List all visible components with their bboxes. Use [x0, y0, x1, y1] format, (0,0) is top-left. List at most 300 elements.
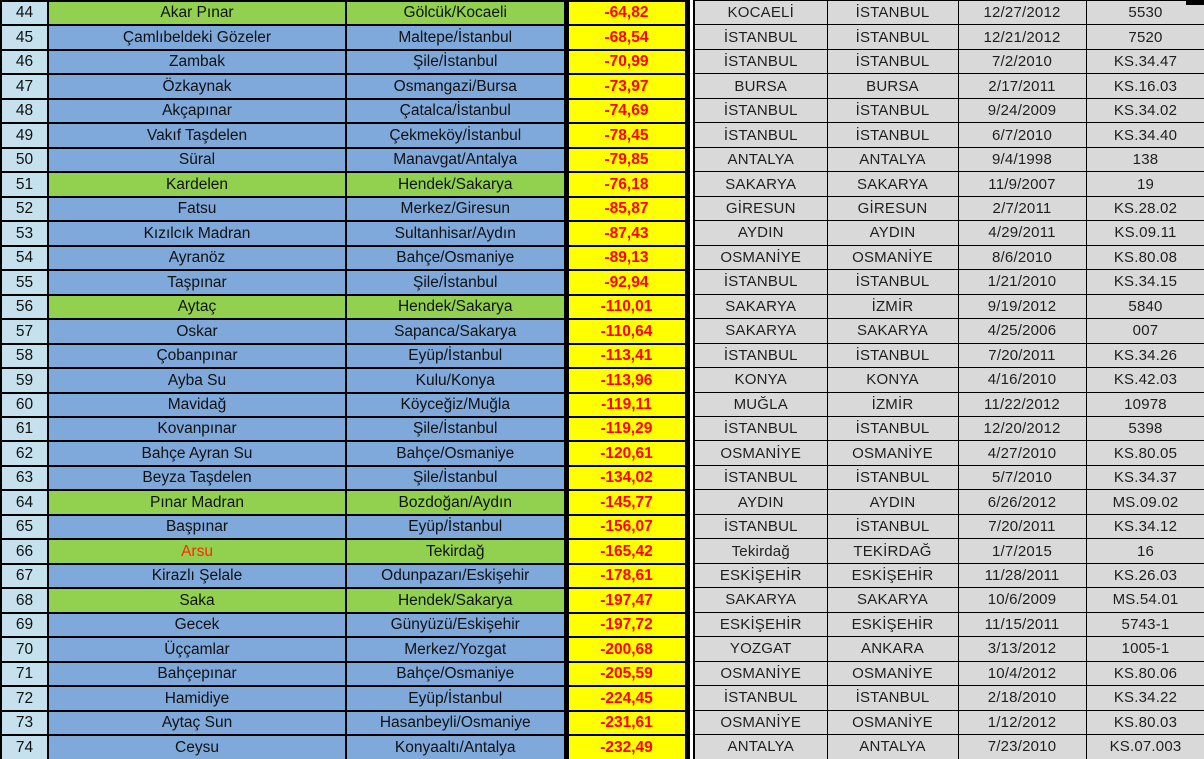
- source-name-cell[interactable]: Süral: [48, 148, 346, 172]
- value-cell[interactable]: -120,61: [566, 441, 687, 465]
- district-province-cell[interactable]: Günyüzü/Eskişehir: [346, 613, 566, 637]
- table-row: [1, 613, 687, 637]
- registered-province-cell[interactable]: KONYA: [827, 368, 958, 392]
- table-row: [1, 490, 687, 514]
- table-row: [1, 319, 687, 343]
- code-cell[interactable]: KS.80.08: [1086, 245, 1204, 269]
- province-cell[interactable]: İSTANBUL: [694, 343, 827, 367]
- table-row: [694, 490, 1204, 514]
- code-cell[interactable]: MS.09.02: [1086, 490, 1204, 514]
- date-cell[interactable]: 4/16/2010: [958, 368, 1086, 392]
- registered-province-cell[interactable]: TEKİRDAĞ: [827, 539, 958, 563]
- table-row: [694, 686, 1204, 710]
- row-number-cell[interactable]: 60: [1, 393, 48, 417]
- code-cell[interactable]: 10978: [1086, 392, 1204, 416]
- source-name-cell[interactable]: Kirazlı Şelale: [48, 564, 346, 588]
- district-province-cell[interactable]: Bahçe/Osmaniye: [346, 246, 566, 270]
- district-province-cell[interactable]: Hendek/Sakarya: [346, 295, 566, 319]
- province-cell[interactable]: OSMANİYE: [694, 441, 827, 465]
- value-cell[interactable]: -200,68: [566, 637, 687, 661]
- row-number-cell[interactable]: 56: [1, 295, 48, 319]
- province-cell[interactable]: İSTANBUL: [694, 49, 827, 73]
- district-province-cell[interactable]: Çekmeköy/İstanbul: [346, 123, 566, 147]
- district-province-cell[interactable]: Tekirdağ: [346, 539, 566, 563]
- value-cell[interactable]: -89,13: [566, 246, 687, 270]
- district-province-cell[interactable]: Bozdoğan/Aydın: [346, 490, 566, 514]
- province-cell[interactable]: İSTANBUL: [694, 416, 827, 440]
- province-cell[interactable]: SAKARYA: [694, 588, 827, 612]
- date-cell[interactable]: 6/26/2012: [958, 490, 1086, 514]
- code-cell[interactable]: KS.34.40: [1086, 123, 1204, 147]
- code-cell[interactable]: 5743-1: [1086, 612, 1204, 636]
- province-cell[interactable]: İSTANBUL: [694, 686, 827, 710]
- source-name-cell[interactable]: Aytaç: [48, 295, 346, 319]
- district-province-cell[interactable]: Gölcük/Kocaeli: [346, 1, 566, 25]
- source-name-cell[interactable]: Beyza Taşdelen: [48, 466, 346, 490]
- table-row: [1, 662, 687, 686]
- row-number-cell[interactable]: 58: [1, 344, 48, 368]
- province-cell[interactable]: İSTANBUL: [694, 25, 827, 49]
- code-cell[interactable]: 5398: [1086, 416, 1204, 440]
- border-fragment: [1186, 0, 1204, 5]
- date-cell[interactable]: 1/7/2015: [958, 539, 1086, 563]
- registered-province-cell[interactable]: İZMİR: [827, 392, 958, 416]
- date-cell[interactable]: 2/18/2010: [958, 686, 1086, 710]
- province-cell[interactable]: İSTANBUL: [694, 270, 827, 294]
- code-cell[interactable]: KS.34.47: [1086, 49, 1204, 73]
- district-province-cell[interactable]: Eyüp/İstanbul: [346, 344, 566, 368]
- row-number-cell[interactable]: 49: [1, 123, 48, 147]
- province-cell[interactable]: ESKİŞEHİR: [694, 612, 827, 636]
- date-cell[interactable]: 7/20/2011: [958, 343, 1086, 367]
- value-cell[interactable]: -197,47: [566, 588, 687, 612]
- district-province-cell[interactable]: Şile/İstanbul: [346, 270, 566, 294]
- province-cell[interactable]: MUĞLA: [694, 392, 827, 416]
- table-row: [1, 711, 687, 735]
- province-cell[interactable]: İSTANBUL: [694, 465, 827, 489]
- code-cell[interactable]: KS.34.02: [1086, 98, 1204, 122]
- code-cell[interactable]: KS.09.11: [1086, 221, 1204, 245]
- registered-province-cell[interactable]: ESKİŞEHİR: [827, 563, 958, 587]
- value-cell[interactable]: -87,43: [566, 221, 687, 245]
- registered-province-cell[interactable]: OSMANİYE: [827, 661, 958, 685]
- code-cell[interactable]: 19: [1086, 172, 1204, 196]
- code-cell[interactable]: 138: [1086, 147, 1204, 171]
- table-row: [694, 294, 1204, 318]
- row-number-cell[interactable]: 45: [1, 25, 48, 49]
- code-cell[interactable]: MS.54.01: [1086, 588, 1204, 612]
- source-name-cell[interactable]: Üççamlar: [48, 637, 346, 661]
- registered-province-cell[interactable]: İSTANBUL: [827, 25, 958, 49]
- table-row: [1, 99, 687, 123]
- value-cell[interactable]: -73,97: [566, 74, 687, 98]
- code-cell[interactable]: KS.34.26: [1086, 343, 1204, 367]
- district-province-cell[interactable]: Sapanca/Sakarya: [346, 319, 566, 343]
- district-province-cell[interactable]: Eyüp/İstanbul: [346, 686, 566, 710]
- date-cell[interactable]: 9/19/2012: [958, 294, 1086, 318]
- value-cell[interactable]: -232,49: [566, 735, 687, 759]
- row-number-cell[interactable]: 61: [1, 417, 48, 441]
- registered-province-cell[interactable]: İSTANBUL: [827, 514, 958, 538]
- table-row: [1, 1, 687, 25]
- value-cell[interactable]: -76,18: [566, 172, 687, 196]
- table-row: [694, 392, 1204, 416]
- row-number-cell[interactable]: 53: [1, 221, 48, 245]
- district-province-cell[interactable]: Merkez/Yozgat: [346, 637, 566, 661]
- date-cell[interactable]: 3/13/2012: [958, 637, 1086, 661]
- province-cell[interactable]: AYDIN: [694, 221, 827, 245]
- value-cell[interactable]: -231,61: [566, 711, 687, 735]
- district-province-cell[interactable]: Şile/İstanbul: [346, 466, 566, 490]
- date-cell[interactable]: 1/12/2012: [958, 710, 1086, 734]
- district-province-cell[interactable]: Bahçe/Osmaniye: [346, 441, 566, 465]
- value-cell[interactable]: -68,54: [566, 25, 687, 49]
- table-row: [694, 221, 1204, 245]
- row-number-cell[interactable]: 57: [1, 319, 48, 343]
- province-cell[interactable]: İSTANBUL: [694, 98, 827, 122]
- date-cell[interactable]: 11/22/2012: [958, 392, 1086, 416]
- row-number-cell[interactable]: 51: [1, 172, 48, 196]
- code-cell[interactable]: KS.80.03: [1086, 710, 1204, 734]
- code-cell[interactable]: KS.34.12: [1086, 514, 1204, 538]
- table-row: [1, 25, 687, 49]
- source-name-cell[interactable]: Ayba Su: [48, 368, 346, 392]
- table-row: [1, 295, 687, 319]
- source-name-cell[interactable]: Fatsu: [48, 197, 346, 221]
- table-row: [1, 172, 687, 196]
- date-cell[interactable]: 8/6/2010: [958, 245, 1086, 269]
- source-name-cell[interactable]: Taşpınar: [48, 270, 346, 294]
- source-name-cell[interactable]: Oskar: [48, 319, 346, 343]
- source-name-cell[interactable]: Özkaynak: [48, 74, 346, 98]
- row-number-cell[interactable]: 59: [1, 368, 48, 392]
- district-province-cell[interactable]: Eyüp/İstanbul: [346, 515, 566, 539]
- code-cell[interactable]: 5840: [1086, 294, 1204, 318]
- row-number-cell[interactable]: 73: [1, 711, 48, 735]
- code-cell[interactable]: 007: [1086, 319, 1204, 343]
- table-row: [1, 539, 687, 563]
- value-cell[interactable]: -79,85: [566, 148, 687, 172]
- province-cell[interactable]: ANTALYA: [694, 147, 827, 171]
- province-cell[interactable]: Tekirdağ: [694, 539, 827, 563]
- table-row: [1, 123, 687, 147]
- province-cell[interactable]: ESKİŞEHİR: [694, 563, 827, 587]
- source-name-cell[interactable]: Çamlıbeldeki Gözeler: [48, 25, 346, 49]
- registered-province-cell[interactable]: ANTALYA: [827, 147, 958, 171]
- date-cell[interactable]: 12/27/2012: [958, 1, 1086, 25]
- row-number-cell[interactable]: 48: [1, 99, 48, 123]
- value-cell[interactable]: -74,69: [566, 99, 687, 123]
- source-name-cell[interactable]: Zambak: [48, 50, 346, 74]
- source-name-cell[interactable]: Bahçe Ayran Su: [48, 441, 346, 465]
- province-cell[interactable]: SAKARYA: [694, 172, 827, 196]
- district-province-cell[interactable]: Maltepe/İstanbul: [346, 25, 566, 49]
- date-cell[interactable]: 5/7/2010: [958, 465, 1086, 489]
- source-name-cell[interactable]: Kovanpınar: [48, 417, 346, 441]
- date-cell[interactable]: 2/17/2011: [958, 74, 1086, 98]
- row-number-cell[interactable]: 74: [1, 735, 48, 759]
- table-row: [1, 564, 687, 588]
- value-cell[interactable]: -92,94: [566, 270, 687, 294]
- registered-province-cell[interactable]: OSMANİYE: [827, 441, 958, 465]
- registered-province-cell[interactable]: SAKARYA: [827, 319, 958, 343]
- row-number-cell[interactable]: 68: [1, 588, 48, 612]
- source-name-cell[interactable]: Saka: [48, 588, 346, 612]
- source-name-cell[interactable]: Bahçepınar: [48, 662, 346, 686]
- table-row: [1, 637, 687, 661]
- registered-province-cell[interactable]: İSTANBUL: [827, 343, 958, 367]
- value-cell[interactable]: -205,59: [566, 662, 687, 686]
- code-cell[interactable]: 5530: [1086, 1, 1204, 25]
- row-number-cell[interactable]: 44: [1, 1, 48, 25]
- province-cell[interactable]: KOCAELİ: [694, 1, 827, 25]
- table-row: [1, 50, 687, 74]
- value-cell[interactable]: -110,01: [566, 295, 687, 319]
- date-cell[interactable]: 11/9/2007: [958, 172, 1086, 196]
- value-cell[interactable]: -70,99: [566, 50, 687, 74]
- date-cell[interactable]: 11/28/2011: [958, 563, 1086, 587]
- code-cell[interactable]: KS.80.06: [1086, 661, 1204, 685]
- value-cell[interactable]: -145,77: [566, 490, 687, 514]
- table-row: [694, 270, 1204, 294]
- table-row: [1, 270, 687, 294]
- right-table: [693, 0, 1204, 759]
- row-number-cell[interactable]: 72: [1, 686, 48, 710]
- value-cell[interactable]: -64,82: [566, 1, 687, 25]
- date-cell[interactable]: 4/25/2006: [958, 319, 1086, 343]
- value-cell[interactable]: -113,41: [566, 344, 687, 368]
- table-row: [694, 368, 1204, 392]
- code-cell[interactable]: KS.16.03: [1086, 74, 1204, 98]
- code-cell[interactable]: KS.34.22: [1086, 686, 1204, 710]
- table-row: [1, 197, 687, 221]
- table-row: [694, 1, 1204, 25]
- table-row: [694, 637, 1204, 661]
- table-row: [1, 344, 687, 368]
- registered-province-cell[interactable]: AYDIN: [827, 490, 958, 514]
- table-row: [694, 710, 1204, 734]
- date-cell[interactable]: 12/21/2012: [958, 25, 1086, 49]
- code-cell[interactable]: KS.26.03: [1086, 563, 1204, 587]
- date-cell[interactable]: 7/20/2011: [958, 514, 1086, 538]
- date-cell[interactable]: 10/6/2009: [958, 588, 1086, 612]
- table-row: [1, 441, 687, 465]
- table-row: [1, 588, 687, 612]
- district-province-cell[interactable]: Şile/İstanbul: [346, 417, 566, 441]
- table-row: [694, 343, 1204, 367]
- table-row: [694, 661, 1204, 685]
- province-cell[interactable]: OSMANİYE: [694, 661, 827, 685]
- registered-province-cell[interactable]: GİRESUN: [827, 196, 958, 220]
- table-row: [694, 539, 1204, 563]
- district-province-cell[interactable]: Hasanbeyli/Osmaniye: [346, 711, 566, 735]
- source-name-cell[interactable]: Aytaç Sun: [48, 711, 346, 735]
- registered-province-cell[interactable]: İZMİR: [827, 294, 958, 318]
- row-number-cell[interactable]: 64: [1, 490, 48, 514]
- value-cell[interactable]: -134,02: [566, 466, 687, 490]
- registered-province-cell[interactable]: SAKARYA: [827, 172, 958, 196]
- date-cell[interactable]: 2/7/2011: [958, 196, 1086, 220]
- district-province-cell[interactable]: Odunpazarı/Eskişehir: [346, 564, 566, 588]
- date-cell[interactable]: 11/15/2011: [958, 612, 1086, 636]
- table-row: [1, 466, 687, 490]
- row-number-cell[interactable]: 70: [1, 637, 48, 661]
- row-number-cell[interactable]: 62: [1, 441, 48, 465]
- province-cell[interactable]: YOZGAT: [694, 637, 827, 661]
- date-cell[interactable]: 6/7/2010: [958, 123, 1086, 147]
- district-province-cell[interactable]: Bahçe/Osmaniye: [346, 662, 566, 686]
- registered-province-cell[interactable]: İSTANBUL: [827, 465, 958, 489]
- date-cell[interactable]: 7/23/2010: [958, 735, 1086, 759]
- code-cell[interactable]: KS.34.37: [1086, 465, 1204, 489]
- registered-province-cell[interactable]: İSTANBUL: [827, 270, 958, 294]
- value-cell[interactable]: -85,87: [566, 197, 687, 221]
- row-number-cell[interactable]: 55: [1, 270, 48, 294]
- province-cell[interactable]: OSMANİYE: [694, 245, 827, 269]
- row-number-cell[interactable]: 65: [1, 515, 48, 539]
- value-cell[interactable]: -165,42: [566, 539, 687, 563]
- registered-province-cell[interactable]: İSTANBUL: [827, 49, 958, 73]
- value-cell[interactable]: -224,45: [566, 686, 687, 710]
- table-row: [1, 686, 687, 710]
- table-row: [694, 147, 1204, 171]
- code-cell[interactable]: 1005-1: [1086, 637, 1204, 661]
- district-province-cell[interactable]: Kulu/Konya: [346, 368, 566, 392]
- source-name-cell[interactable]: Hamidiye: [48, 686, 346, 710]
- province-cell[interactable]: İSTANBUL: [694, 514, 827, 538]
- table-row: [1, 221, 687, 245]
- source-name-cell[interactable]: Akçapınar: [48, 99, 346, 123]
- row-number-cell[interactable]: 47: [1, 74, 48, 98]
- source-name-cell[interactable]: Kardelen: [48, 172, 346, 196]
- province-cell[interactable]: BURSA: [694, 74, 827, 98]
- province-cell[interactable]: AYDIN: [694, 490, 827, 514]
- date-cell[interactable]: 10/4/2012: [958, 661, 1086, 685]
- registered-province-cell[interactable]: İSTANBUL: [827, 686, 958, 710]
- registered-province-cell[interactable]: İSTANBUL: [827, 416, 958, 440]
- date-cell[interactable]: 9/4/1998: [958, 147, 1086, 171]
- source-name-cell[interactable]: Ceysu: [48, 735, 346, 759]
- district-province-cell[interactable]: Osmangazi/Bursa: [346, 74, 566, 98]
- date-cell[interactable]: 9/24/2009: [958, 98, 1086, 122]
- district-province-cell[interactable]: Şile/İstanbul: [346, 50, 566, 74]
- registered-province-cell[interactable]: ANKARA: [827, 637, 958, 661]
- value-cell[interactable]: -119,11: [566, 393, 687, 417]
- province-cell[interactable]: İSTANBUL: [694, 123, 827, 147]
- table-row: [694, 441, 1204, 465]
- source-name-cell[interactable]: Başpınar: [48, 515, 346, 539]
- district-province-cell[interactable]: Hendek/Sakarya: [346, 588, 566, 612]
- value-cell[interactable]: -178,61: [566, 564, 687, 588]
- table-row: [1, 515, 687, 539]
- date-cell[interactable]: 4/29/2011: [958, 221, 1086, 245]
- source-name-cell[interactable]: Vakıf Taşdelen: [48, 123, 346, 147]
- row-number-cell[interactable]: 46: [1, 50, 48, 74]
- code-cell[interactable]: KS.42.03: [1086, 368, 1204, 392]
- code-cell[interactable]: KS.07.003: [1086, 735, 1204, 759]
- province-cell[interactable]: SAKARYA: [694, 319, 827, 343]
- district-province-cell[interactable]: Merkez/Giresun: [346, 197, 566, 221]
- registered-province-cell[interactable]: OSMANİYE: [827, 710, 958, 734]
- row-number-cell[interactable]: 69: [1, 613, 48, 637]
- province-cell[interactable]: GİRESUN: [694, 196, 827, 220]
- district-province-cell[interactable]: Köyceğiz/Muğla: [346, 393, 566, 417]
- right-table-body: [694, 1, 1204, 759]
- row-number-cell[interactable]: 63: [1, 466, 48, 490]
- table-row: [1, 148, 687, 172]
- source-name-cell[interactable]: Arsu: [48, 539, 346, 563]
- source-name-cell[interactable]: Çobanpınar: [48, 344, 346, 368]
- value-cell[interactable]: -197,72: [566, 613, 687, 637]
- registered-province-cell[interactable]: İSTANBUL: [827, 98, 958, 122]
- value-cell[interactable]: -78,45: [566, 123, 687, 147]
- registered-province-cell[interactable]: AYDIN: [827, 221, 958, 245]
- registered-province-cell[interactable]: ESKİŞEHİR: [827, 612, 958, 636]
- registered-province-cell[interactable]: İSTANBUL: [827, 123, 958, 147]
- table-row: [694, 196, 1204, 220]
- code-cell[interactable]: KS.28.02: [1086, 196, 1204, 220]
- registered-province-cell[interactable]: İSTANBUL: [827, 1, 958, 25]
- district-province-cell[interactable]: Çatalca/İstanbul: [346, 99, 566, 123]
- table-row: [1, 74, 687, 98]
- code-cell[interactable]: KS.80.05: [1086, 441, 1204, 465]
- province-cell[interactable]: ANTALYA: [694, 735, 827, 759]
- code-cell[interactable]: 7520: [1086, 25, 1204, 49]
- province-cell[interactable]: SAKARYA: [694, 294, 827, 318]
- value-cell[interactable]: -119,29: [566, 417, 687, 441]
- row-number-cell[interactable]: 67: [1, 564, 48, 588]
- table-row: [694, 514, 1204, 538]
- source-name-cell[interactable]: Mavidağ: [48, 393, 346, 417]
- code-cell[interactable]: 16: [1086, 539, 1204, 563]
- source-name-cell[interactable]: Akar Pınar: [48, 1, 346, 25]
- district-province-cell[interactable]: Konyaaltı/Antalya: [346, 735, 566, 759]
- row-number-cell[interactable]: 66: [1, 539, 48, 563]
- province-cell[interactable]: OSMANİYE: [694, 710, 827, 734]
- row-number-cell[interactable]: 54: [1, 246, 48, 270]
- date-cell[interactable]: 12/20/2012: [958, 416, 1086, 440]
- table-row: [694, 563, 1204, 587]
- registered-province-cell[interactable]: SAKARYA: [827, 588, 958, 612]
- value-cell[interactable]: -113,96: [566, 368, 687, 392]
- district-province-cell[interactable]: Sultanhisar/Aydın: [346, 221, 566, 245]
- registered-province-cell[interactable]: BURSA: [827, 74, 958, 98]
- source-name-cell[interactable]: Ayranöz: [48, 246, 346, 270]
- row-number-cell[interactable]: 50: [1, 148, 48, 172]
- source-name-cell[interactable]: Pınar Madran: [48, 490, 346, 514]
- table-row: [1, 417, 687, 441]
- row-number-cell[interactable]: 71: [1, 662, 48, 686]
- date-cell[interactable]: 1/21/2010: [958, 270, 1086, 294]
- table-row: [694, 416, 1204, 440]
- value-cell[interactable]: -156,07: [566, 515, 687, 539]
- source-name-cell[interactable]: Gecek: [48, 613, 346, 637]
- registered-province-cell[interactable]: ANTALYA: [827, 735, 958, 759]
- code-cell[interactable]: KS.34.15: [1086, 270, 1204, 294]
- table-row: [694, 25, 1204, 49]
- district-province-cell[interactable]: Hendek/Sakarya: [346, 172, 566, 196]
- date-cell[interactable]: 7/2/2010: [958, 49, 1086, 73]
- left-table-body: [1, 1, 687, 759]
- registered-province-cell[interactable]: OSMANİYE: [827, 245, 958, 269]
- value-cell[interactable]: -110,64: [566, 319, 687, 343]
- province-cell[interactable]: KONYA: [694, 368, 827, 392]
- source-name-cell[interactable]: Kızılcık Madran: [48, 221, 346, 245]
- district-province-cell[interactable]: Manavgat/Antalya: [346, 148, 566, 172]
- date-cell[interactable]: 4/27/2010: [958, 441, 1086, 465]
- table-row: [694, 49, 1204, 73]
- row-number-cell[interactable]: 52: [1, 197, 48, 221]
